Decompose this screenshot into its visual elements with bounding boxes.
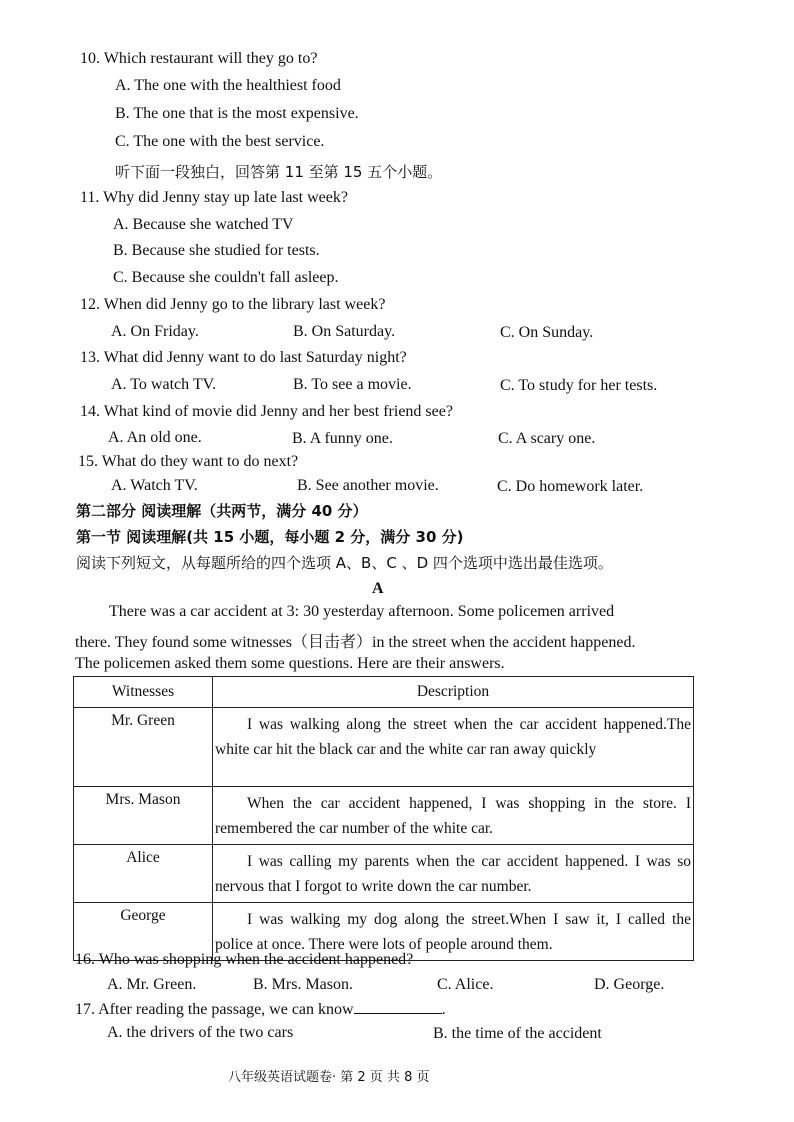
question-number: 15. xyxy=(78,453,98,470)
q17-option-b: B. the time of the accident xyxy=(433,1025,602,1042)
question-number: 16. xyxy=(75,951,95,968)
question-15 xyxy=(78,453,298,471)
q16-option-c: C. Alice. xyxy=(437,976,494,993)
question-number: 17. xyxy=(75,1001,95,1018)
q16-option-b: B. Mrs. Mason. xyxy=(253,976,354,993)
q12-option-a: A. On Friday. xyxy=(111,323,199,340)
table-row xyxy=(74,845,694,903)
table-header-row xyxy=(74,677,694,708)
q15-option-a: A. Watch TV. xyxy=(111,477,198,494)
q14-option-c: C. A scary one. xyxy=(498,430,596,447)
question-11 xyxy=(80,189,348,207)
header-witnesses: Witnesses xyxy=(74,677,213,708)
q17-option-a: A. the drivers of the two cars xyxy=(107,1024,294,1041)
page-footer: 八年级英语试题卷· 第 2 页 共 8 页 xyxy=(228,1070,430,1085)
question-number: 11. xyxy=(80,189,100,206)
q12-option-c: C. On Sunday. xyxy=(500,324,594,341)
question-text: When did Jenny go to the library last week? xyxy=(103,296,386,313)
witness-name: Mr. Green xyxy=(74,708,213,787)
witness-description xyxy=(213,708,694,787)
description-text: When the car accident happened, I was shopping in the store. I remembered the car number of the white car. xyxy=(215,795,691,837)
description-text: I was walking along the street when the car accident happened.The white car hit the black car and the white car ran away quickly xyxy=(215,716,691,758)
question-text: Who was shopping when the accident happened? xyxy=(98,951,414,968)
section1-heading: 第一节 阅读理解(共 15 小题，每小题 2 分，满分 30 分) xyxy=(76,528,464,546)
table-row xyxy=(74,787,694,845)
witness-name: Alice xyxy=(74,845,213,903)
passage-line-2: there. They found some witnesses（目击者）in the street when the accident happened. xyxy=(75,634,636,651)
question-13 xyxy=(80,349,407,367)
q15-option-c: C. Do homework later. xyxy=(497,478,644,495)
q11-option-c: C. Because she couldn't fall asleep. xyxy=(113,269,339,286)
part2-heading: 第二部分 阅读理解（共两节，满分 40 分） xyxy=(76,502,368,520)
q16-option-a: A. Mr. Green. xyxy=(107,976,197,993)
question-number: 12. xyxy=(80,296,100,313)
question-text: What do they want to do next? xyxy=(101,453,299,470)
witness-name: Mrs. Mason xyxy=(74,787,213,845)
question-17 xyxy=(75,999,446,1019)
question-12 xyxy=(80,296,385,314)
q10-option-a: A. The one with the healthiest food xyxy=(115,77,341,94)
witness-description xyxy=(213,845,694,903)
q11-option-b: B. Because she studied for tests. xyxy=(113,242,320,259)
witness-table xyxy=(73,676,694,961)
witness-name: George xyxy=(74,903,213,961)
description-text: I was walking my dog along the street.When I saw it, I called the police at once. There were lots of people around them. xyxy=(215,911,691,953)
q13-option-b: B. To see a movie. xyxy=(293,376,412,393)
passage-line-1: There was a car accident at 3: 30 yesterday afternoon. Some policemen arrived xyxy=(109,603,615,620)
question-number: 14. xyxy=(80,403,100,420)
q15-option-b: B. See another movie. xyxy=(297,477,439,494)
question-end-punct: . xyxy=(441,1001,446,1018)
reading-instruction: 阅读下列短文，从每题所给的四个选项 A、B、C 、D 四个选项中选出最佳选项。 xyxy=(76,554,613,572)
q14-option-b: B. A funny one. xyxy=(292,430,393,447)
question-10 xyxy=(80,50,317,68)
passage-label: A xyxy=(372,580,384,597)
q12-option-b: B. On Saturday. xyxy=(293,323,396,340)
q13-option-a: A. To watch TV. xyxy=(111,376,217,393)
q13-option-c: C. To study for her tests. xyxy=(500,377,658,394)
question-text: What did Jenny want to do last Saturday night? xyxy=(103,349,407,366)
q16-option-d: D. George. xyxy=(594,976,665,993)
question-text: After reading the passage, we can know xyxy=(98,1001,354,1018)
q14-option-a: A. An old one. xyxy=(108,429,202,446)
description-text: I was calling my parents when the car accident happened. I was so nervous that I forgot to write down the car number. xyxy=(215,853,691,895)
question-14 xyxy=(80,403,453,421)
question-text: What kind of movie did Jenny and her best friend see? xyxy=(103,403,453,420)
question-number: 13. xyxy=(80,349,100,366)
header-description: Description xyxy=(213,677,694,708)
question-number: 10. xyxy=(80,50,100,67)
answer-blank[interactable] xyxy=(354,999,442,1014)
passage-line-3: The policemen asked them some questions. Here are their answers. xyxy=(75,655,505,672)
question-text: Which restaurant will they go to? xyxy=(103,50,318,67)
question-16 xyxy=(75,951,413,969)
table-row xyxy=(74,708,694,787)
listening-instruction: 听下面一段独白，回答第 11 至第 15 五个小题。 xyxy=(115,163,443,181)
q10-option-c: C. The one with the best service. xyxy=(115,133,325,150)
question-text: Why did Jenny stay up late last week? xyxy=(103,189,348,206)
q10-option-b: B. The one that is the most expensive. xyxy=(115,105,359,122)
witness-description xyxy=(213,787,694,845)
q11-option-a: A. Because she watched TV xyxy=(113,216,294,233)
